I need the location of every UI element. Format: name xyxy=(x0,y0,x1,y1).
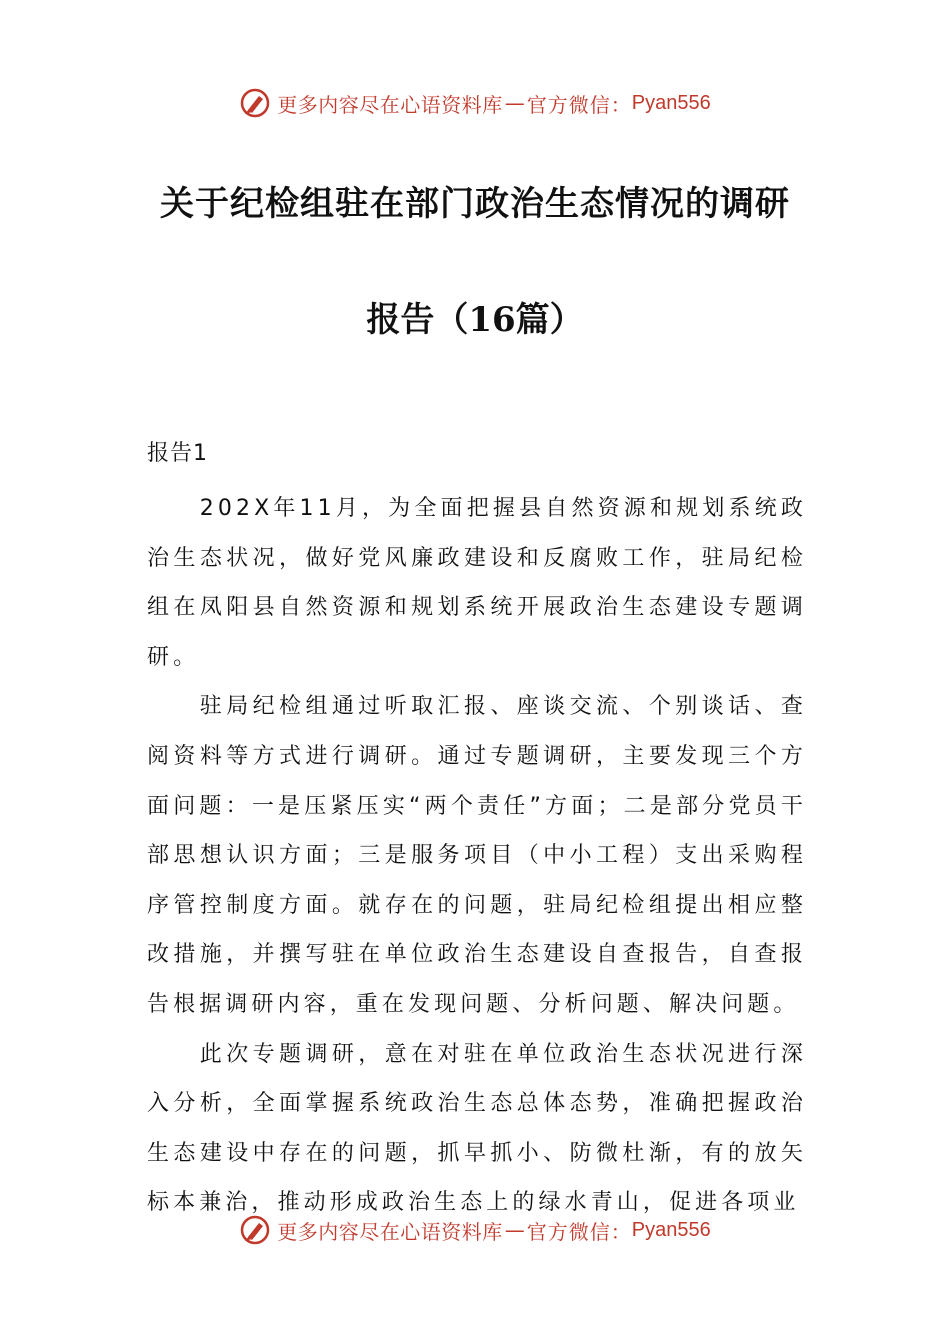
paragraph: 202X年11月，为全面把握县自然资源和规划系统政治生态状况，做好党风廉政建设和反腐败工作，驻局纪检组在凤阳县自然资源和规划系统开展政治生态建设专题调研。 xyxy=(147,496,807,670)
paragraph: 驻局纪检组通过听取汇报、座谈交流、个别谈话、查阅资料等方式进行调研。通过专题调研，主要发现三个方面问题：一是压紧压实“两个责任”方面；二是部分党员干部思想认识方面；三是服务项目（中小工程）支出采购程序管控制度方面。就存在的问题，驻局纪检组提出相应整改措施，并撰写驻在单位政治生态建设自查报告，自查报告根据调研内容，重在发现问题、分析问题、解决问题。 xyxy=(147,694,807,1017)
paragraph: 此次专题调研，意在对驻在单位政治生态状况进行深入分析，全面掌握系统政治生态总体态势，准确把握政治生态建设中存在的问题，抓早抓小、防微杜渐，有的放矢标本兼治，推动形成政治生态上的绿水青山，促进各项业 xyxy=(147,1041,807,1216)
header-banner xyxy=(0,83,950,123)
banner-wechat-id: Pyan556 xyxy=(631,91,711,114)
footer-banner xyxy=(0,1210,950,1250)
pen-nib-logo-icon xyxy=(239,87,271,119)
banner-wechat-label: 官方微信： xyxy=(526,1219,632,1244)
banner-text: 更多内容尽在心语资料库 xyxy=(277,92,503,117)
document-title-line-1: 关于纪检组驻在部门政治生态情况的调研 xyxy=(160,184,790,224)
banner-wechat-label: 官方微信： xyxy=(526,92,632,117)
banner-dash: — xyxy=(504,91,525,115)
banner-dash: — xyxy=(504,1218,525,1242)
document-body xyxy=(147,484,807,1228)
banner-wechat-id: Pyan556 xyxy=(631,1218,711,1241)
section-heading: 报告1 xyxy=(147,441,208,466)
document-title-line-2: 报告（16篇） xyxy=(366,300,584,340)
banner-text: 更多内容尽在心语资料库 xyxy=(277,1219,503,1244)
pen-nib-logo-icon xyxy=(239,1214,271,1246)
